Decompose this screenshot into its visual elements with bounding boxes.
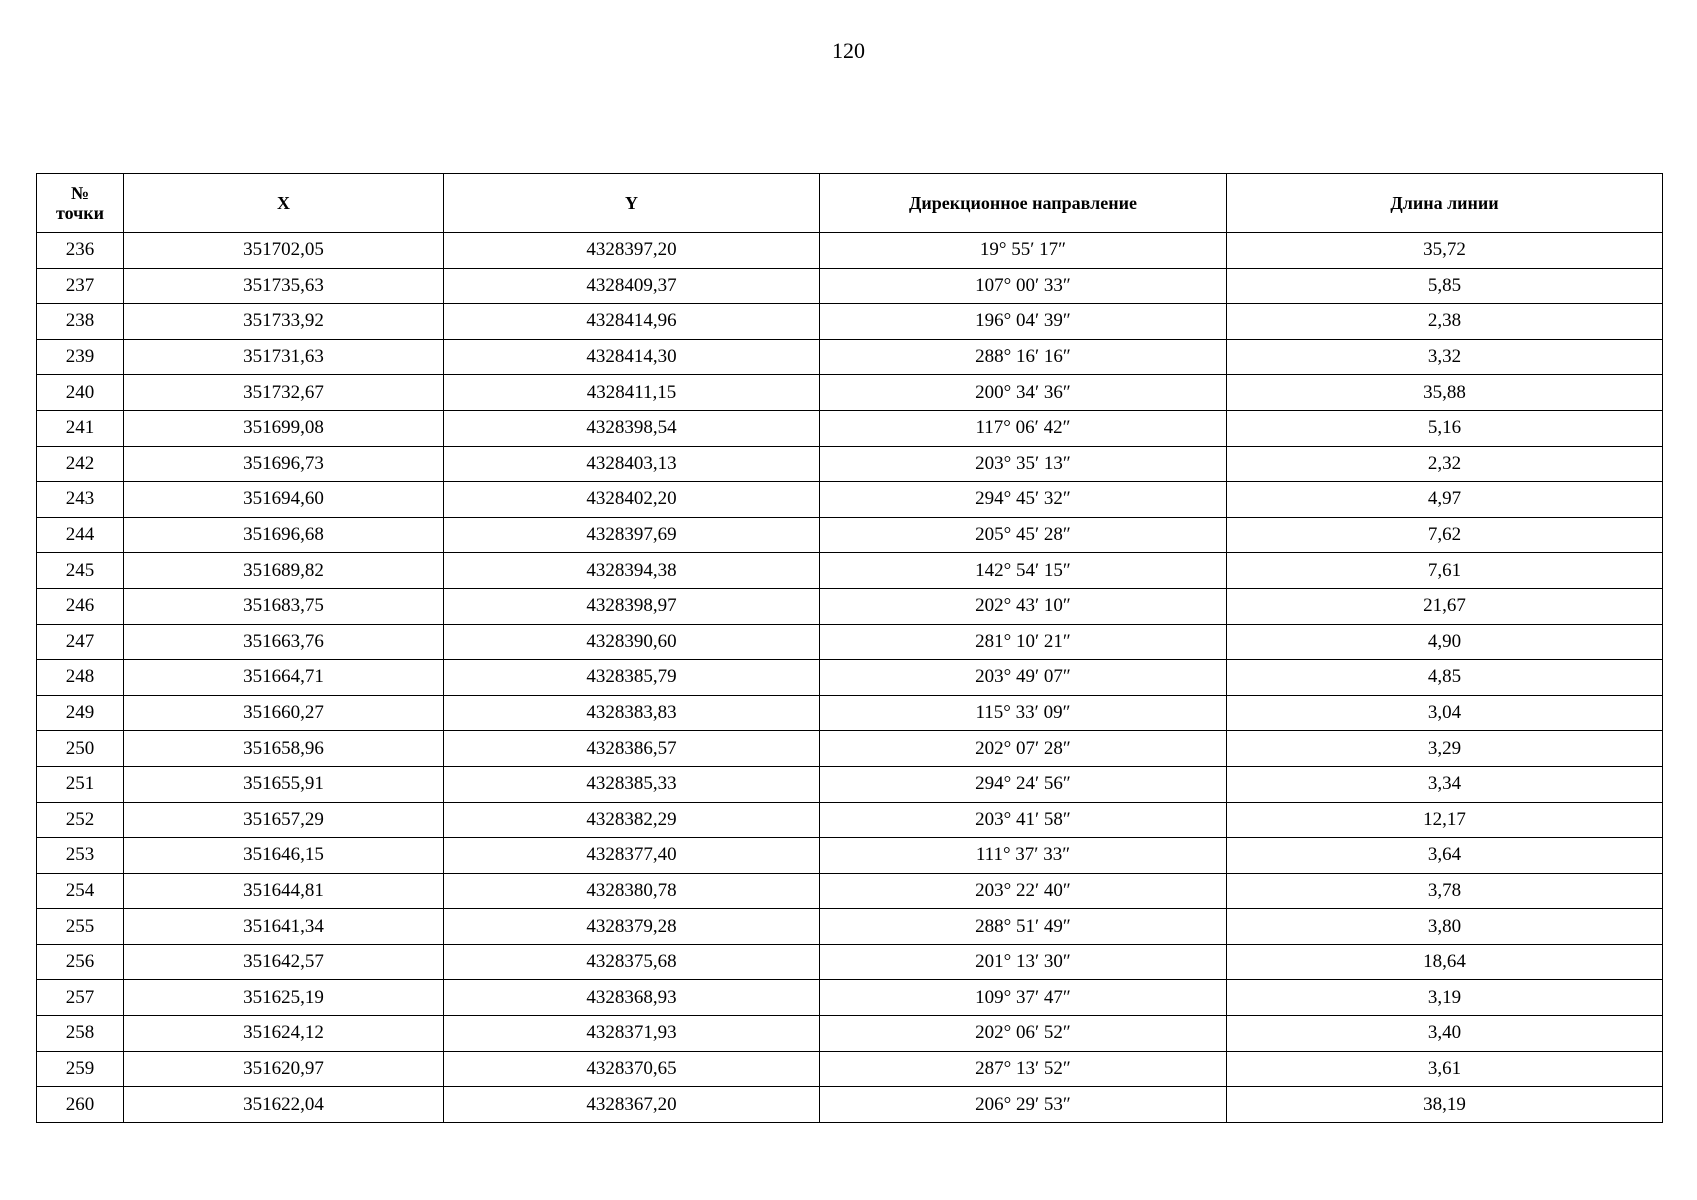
cell-y: 4328403,13 xyxy=(444,446,820,482)
cell-x: 351683,75 xyxy=(124,588,444,624)
table-header xyxy=(37,174,1663,233)
table-row xyxy=(37,695,1663,731)
cell-direction: 203° 41′ 58″ xyxy=(820,802,1227,838)
cell-y: 4328398,54 xyxy=(444,410,820,446)
cell-point-number: 245 xyxy=(37,553,124,589)
cell-length: 4,97 xyxy=(1227,482,1663,518)
cell-direction: 111° 37′ 33″ xyxy=(820,838,1227,874)
table-row xyxy=(37,375,1663,411)
cell-direction: 200° 34′ 36″ xyxy=(820,375,1227,411)
cell-x: 351699,08 xyxy=(124,410,444,446)
table-row xyxy=(37,588,1663,624)
cell-point-number: 242 xyxy=(37,446,124,482)
table-row xyxy=(37,553,1663,589)
table-row xyxy=(37,873,1663,909)
cell-point-number: 256 xyxy=(37,944,124,980)
cell-length: 3,34 xyxy=(1227,766,1663,802)
cell-y: 4328386,57 xyxy=(444,731,820,767)
header-point-number: № точки xyxy=(37,174,124,233)
cell-y: 4328414,30 xyxy=(444,339,820,375)
table-row xyxy=(37,304,1663,340)
cell-y: 4328370,65 xyxy=(444,1051,820,1087)
cell-point-number: 259 xyxy=(37,1051,124,1087)
header-direction: Дирекционное направление xyxy=(820,174,1227,233)
cell-y: 4328385,33 xyxy=(444,766,820,802)
cell-x: 351696,73 xyxy=(124,446,444,482)
table-row xyxy=(37,802,1663,838)
cell-x: 351622,04 xyxy=(124,1087,444,1123)
cell-point-number: 250 xyxy=(37,731,124,767)
header-length: Длина линии xyxy=(1227,174,1663,233)
table-row xyxy=(37,233,1663,269)
cell-direction: 205° 45′ 28″ xyxy=(820,517,1227,553)
table-row xyxy=(37,944,1663,980)
cell-x: 351663,76 xyxy=(124,624,444,660)
cell-direction: 201° 13′ 30″ xyxy=(820,944,1227,980)
cell-direction: 206° 29′ 53″ xyxy=(820,1087,1227,1123)
cell-length: 12,17 xyxy=(1227,802,1663,838)
table-row xyxy=(37,909,1663,945)
cell-direction: 107° 00′ 33″ xyxy=(820,268,1227,304)
cell-point-number: 251 xyxy=(37,766,124,802)
cell-x: 351702,05 xyxy=(124,233,444,269)
cell-x: 351620,97 xyxy=(124,1051,444,1087)
table-row xyxy=(37,268,1663,304)
cell-y: 4328371,93 xyxy=(444,1016,820,1052)
cell-length: 5,85 xyxy=(1227,268,1663,304)
cell-direction: 202° 43′ 10″ xyxy=(820,588,1227,624)
table-row xyxy=(37,1016,1663,1052)
cell-point-number: 248 xyxy=(37,660,124,696)
cell-x: 351664,71 xyxy=(124,660,444,696)
cell-direction: 288° 16′ 16″ xyxy=(820,339,1227,375)
page-number: 120 xyxy=(832,38,865,63)
cell-direction: 142° 54′ 15″ xyxy=(820,553,1227,589)
cell-direction: 117° 06′ 42″ xyxy=(820,410,1227,446)
cell-direction: 115° 33′ 09″ xyxy=(820,695,1227,731)
cell-y: 4328382,29 xyxy=(444,802,820,838)
table-header-row xyxy=(37,174,1663,233)
table-row xyxy=(37,1051,1663,1087)
cell-length: 2,32 xyxy=(1227,446,1663,482)
cell-x: 351694,60 xyxy=(124,482,444,518)
table-row xyxy=(37,624,1663,660)
table-row xyxy=(37,446,1663,482)
cell-y: 4328414,96 xyxy=(444,304,820,340)
cell-x: 351657,29 xyxy=(124,802,444,838)
cell-x: 351733,92 xyxy=(124,304,444,340)
cell-length: 7,62 xyxy=(1227,517,1663,553)
cell-y: 4328402,20 xyxy=(444,482,820,518)
table-row xyxy=(37,838,1663,874)
table-row xyxy=(37,410,1663,446)
cell-point-number: 240 xyxy=(37,375,124,411)
cell-x: 351655,91 xyxy=(124,766,444,802)
cell-direction: 203° 22′ 40″ xyxy=(820,873,1227,909)
cell-direction: 203° 35′ 13″ xyxy=(820,446,1227,482)
coordinates-table xyxy=(36,173,1663,1123)
cell-direction: 202° 06′ 52″ xyxy=(820,1016,1227,1052)
cell-length: 4,85 xyxy=(1227,660,1663,696)
cell-x: 351644,81 xyxy=(124,873,444,909)
cell-length: 2,38 xyxy=(1227,304,1663,340)
cell-direction: 288° 51′ 49″ xyxy=(820,909,1227,945)
cell-y: 4328379,28 xyxy=(444,909,820,945)
cell-point-number: 236 xyxy=(37,233,124,269)
cell-length: 3,40 xyxy=(1227,1016,1663,1052)
cell-x: 351642,57 xyxy=(124,944,444,980)
table-row xyxy=(37,731,1663,767)
table-row xyxy=(37,766,1663,802)
table-row xyxy=(37,339,1663,375)
table-row xyxy=(37,660,1663,696)
cell-length: 35,88 xyxy=(1227,375,1663,411)
cell-x: 351732,67 xyxy=(124,375,444,411)
cell-length: 4,90 xyxy=(1227,624,1663,660)
table-row xyxy=(37,517,1663,553)
cell-length: 7,61 xyxy=(1227,553,1663,589)
cell-x: 351689,82 xyxy=(124,553,444,589)
cell-length: 5,16 xyxy=(1227,410,1663,446)
cell-length: 3,80 xyxy=(1227,909,1663,945)
cell-length: 3,61 xyxy=(1227,1051,1663,1087)
cell-x: 351660,27 xyxy=(124,695,444,731)
cell-direction: 202° 07′ 28″ xyxy=(820,731,1227,767)
cell-point-number: 252 xyxy=(37,802,124,838)
cell-point-number: 246 xyxy=(37,588,124,624)
cell-y: 4328380,78 xyxy=(444,873,820,909)
cell-x: 351625,19 xyxy=(124,980,444,1016)
cell-y: 4328383,83 xyxy=(444,695,820,731)
cell-length: 3,64 xyxy=(1227,838,1663,874)
header-y: Y xyxy=(444,174,820,233)
cell-x: 351735,63 xyxy=(124,268,444,304)
cell-direction: 19° 55′ 17″ xyxy=(820,233,1227,269)
cell-y: 4328398,97 xyxy=(444,588,820,624)
cell-y: 4328385,79 xyxy=(444,660,820,696)
cell-y: 4328367,20 xyxy=(444,1087,820,1123)
cell-y: 4328409,37 xyxy=(444,268,820,304)
cell-point-number: 257 xyxy=(37,980,124,1016)
cell-length: 3,19 xyxy=(1227,980,1663,1016)
cell-length: 35,72 xyxy=(1227,233,1663,269)
cell-point-number: 243 xyxy=(37,482,124,518)
cell-length: 3,29 xyxy=(1227,731,1663,767)
cell-point-number: 247 xyxy=(37,624,124,660)
cell-point-number: 237 xyxy=(37,268,124,304)
cell-direction: 109° 37′ 47″ xyxy=(820,980,1227,1016)
cell-y: 4328397,20 xyxy=(444,233,820,269)
cell-point-number: 249 xyxy=(37,695,124,731)
cell-length: 18,64 xyxy=(1227,944,1663,980)
header-x: X xyxy=(124,174,444,233)
cell-point-number: 238 xyxy=(37,304,124,340)
cell-length: 21,67 xyxy=(1227,588,1663,624)
cell-direction: 294° 45′ 32″ xyxy=(820,482,1227,518)
table-row xyxy=(37,1087,1663,1123)
cell-point-number: 253 xyxy=(37,838,124,874)
cell-point-number: 244 xyxy=(37,517,124,553)
cell-length: 3,32 xyxy=(1227,339,1663,375)
table-row xyxy=(37,482,1663,518)
cell-x: 351641,34 xyxy=(124,909,444,945)
cell-y: 4328390,60 xyxy=(444,624,820,660)
cell-direction: 196° 04′ 39″ xyxy=(820,304,1227,340)
cell-point-number: 260 xyxy=(37,1087,124,1123)
cell-point-number: 254 xyxy=(37,873,124,909)
cell-point-number: 241 xyxy=(37,410,124,446)
cell-y: 4328394,38 xyxy=(444,553,820,589)
cell-length: 38,19 xyxy=(1227,1087,1663,1123)
cell-y: 4328375,68 xyxy=(444,944,820,980)
cell-point-number: 258 xyxy=(37,1016,124,1052)
table-row xyxy=(37,980,1663,1016)
cell-direction: 281° 10′ 21″ xyxy=(820,624,1227,660)
cell-direction: 287° 13′ 52″ xyxy=(820,1051,1227,1087)
cell-x: 351624,12 xyxy=(124,1016,444,1052)
cell-point-number: 239 xyxy=(37,339,124,375)
cell-y: 4328377,40 xyxy=(444,838,820,874)
cell-y: 4328368,93 xyxy=(444,980,820,1016)
cell-point-number: 255 xyxy=(37,909,124,945)
cell-length: 3,04 xyxy=(1227,695,1663,731)
cell-x: 351658,96 xyxy=(124,731,444,767)
cell-length: 3,78 xyxy=(1227,873,1663,909)
cell-y: 4328411,15 xyxy=(444,375,820,411)
cell-direction: 203° 49′ 07″ xyxy=(820,660,1227,696)
cell-x: 351696,68 xyxy=(124,517,444,553)
cell-direction: 294° 24′ 56″ xyxy=(820,766,1227,802)
cell-x: 351731,63 xyxy=(124,339,444,375)
cell-x: 351646,15 xyxy=(124,838,444,874)
table-body xyxy=(37,233,1663,1123)
cell-y: 4328397,69 xyxy=(444,517,820,553)
